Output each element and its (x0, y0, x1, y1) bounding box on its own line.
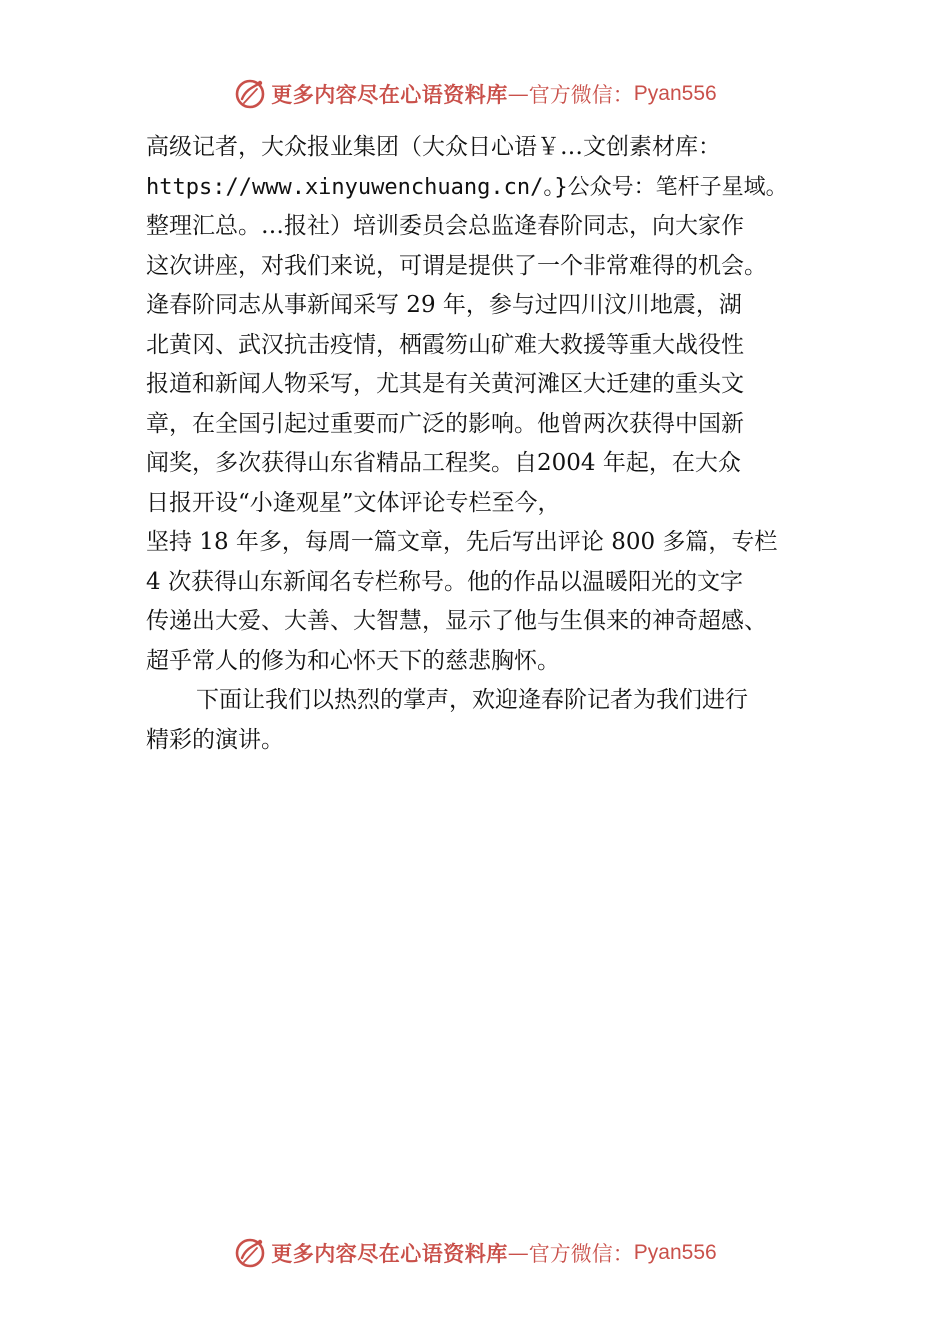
brand-logo-icon (233, 1236, 267, 1270)
text-line-indented: 下面让我们以热烈的掌声，欢迎逄春阶记者为我们进行 (196, 687, 748, 713)
banner-wechat-label: 官方微信： (528, 1242, 634, 1266)
banner-wechat-id: Pyan556 (633, 82, 717, 105)
text-line: 日报开设“小逄观星”文体评论专栏至今， (146, 489, 561, 516)
text-line: 传递出大爱、大善、大智慧，显示了他与生俱来的神奇超感、 (146, 608, 767, 634)
text-line: 章，在全国引起过重要而广泛的影响。他曾两次获得中国新 (146, 410, 744, 437)
text-line: 超乎常人的修为和心怀天下的慈悲胸怀。 (146, 647, 560, 674)
header-banner (0, 74, 950, 114)
banner-slogan: 更多内容尽在心语资料库 (271, 1241, 508, 1266)
text-line: 高级记者，大众报业集团（大众日心语￥…文创素材库： (146, 134, 721, 160)
footer-banner (0, 1233, 950, 1273)
text-line: 4 次获得山东新闻名专栏称号。他的作品以温暖阳光的文字 (146, 568, 743, 595)
text-line: 北黄冈、武汉抗击疫情，栖霞笏山矿难大救援等重大战役性 (146, 331, 744, 358)
brand-logo-icon (233, 77, 267, 111)
banner-dash: — (507, 82, 529, 106)
banner-wechat-label: 官方微信： (528, 83, 634, 107)
banner-wechat-id: Pyan556 (633, 1241, 717, 1264)
text-line: 坚持 18 年多，每周一篇文章，先后写出评论 800 多篇，专栏 (146, 529, 778, 555)
banner-slogan: 更多内容尽在心语资料库 (271, 82, 508, 107)
text-line: 闻奖，多次获得山东省精品工程奖。自2004 年起，在大众 (146, 450, 741, 476)
text-line: 整理汇总。…报社）培训委员会总监逄春阶同志，向大家作 (146, 213, 744, 239)
banner-dash: — (507, 1241, 529, 1265)
text-line: 这次讲座，对我们来说，可谓是提供了一个非常难得的机会。 (146, 252, 767, 279)
text-line-url: https://www.xinyuwenchuang.cn/。}公众号：笔杆子星域。 (146, 174, 788, 200)
body-text (146, 128, 846, 760)
text-line: 精彩的演讲。 (146, 726, 284, 753)
text-line: 逄春阶同志从事新闻采写 29 年，参与过四川汶川地震，湖 (146, 292, 742, 318)
text-line: 报道和新闻人物采写，尤其是有关黄河滩区大迁建的重头文 (146, 371, 744, 397)
